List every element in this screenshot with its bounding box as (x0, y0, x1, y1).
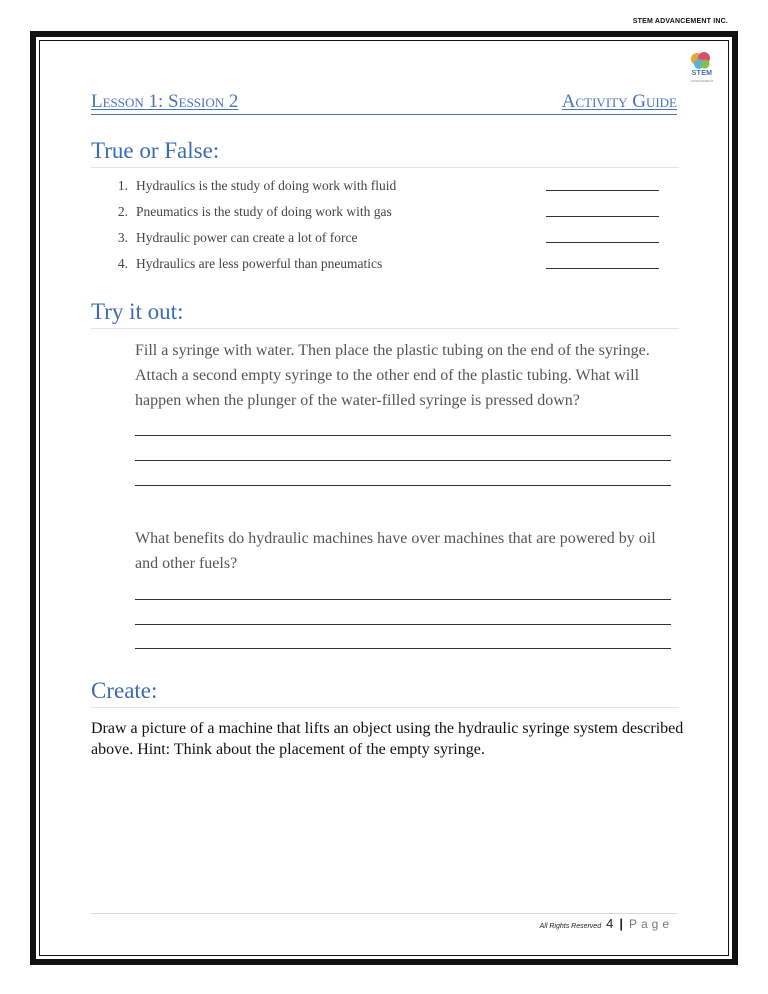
answer-line (135, 485, 671, 486)
answer-line (135, 460, 671, 461)
answer-line (135, 599, 671, 600)
list-item (110, 228, 660, 254)
create-instructions: Draw a picture of a machine that lifts an object using the hydraulic syringe system described above. Hint: Think about the placement of the empty syringe. (91, 720, 684, 758)
answer-line (135, 435, 671, 436)
footer-separator: | (619, 916, 623, 931)
question-1-text: Fill a syringe with water. Then place the plastic tubing on the end of the syringe. Attach a second empty syringe to the other end of the plastic tubing. What will happen when the plunger of the water-filled syringe is pressed down? (135, 342, 650, 409)
footer-divider (91, 913, 677, 914)
activity-guide-title: Activity Guide (561, 91, 677, 112)
stem-logo (686, 52, 732, 88)
logo-subtext: ADVANCEMENT (690, 79, 714, 83)
item-number: 2. (117, 204, 128, 219)
page-number: 4 (606, 916, 614, 931)
true-false-heading: True or False: (91, 137, 679, 168)
answer-line (135, 648, 671, 649)
brain-icon (690, 52, 712, 70)
create-heading: Create: (91, 677, 679, 708)
question-2-text: What benefits do hydraulic machines have over machines that are powered by oil and other fuels? (135, 530, 656, 572)
answer-line (135, 624, 671, 625)
answer-blank (546, 242, 659, 243)
rights-reserved: All Rights Reserved (539, 923, 602, 930)
lesson-header (91, 90, 677, 115)
company-name: STEM ADVANCEMENT INC. (632, 18, 728, 25)
item-text: Hydraulic power can create a lot of force (136, 230, 358, 245)
item-text: Pneumatics is the study of doing work with gas (136, 204, 392, 219)
item-number: 3. (117, 230, 128, 245)
page-border (30, 31, 738, 965)
lesson-title: Lesson 1: Session 2 (91, 91, 239, 112)
item-number: 1. (117, 178, 128, 193)
list-item (110, 254, 660, 280)
answer-blank (546, 190, 659, 191)
try-it-out-heading: Try it out: (91, 298, 679, 329)
page-footer (540, 916, 673, 931)
answer-blank (546, 216, 659, 217)
logo-text: STEM (691, 70, 713, 77)
page-label: Page (628, 917, 673, 931)
list-item (110, 202, 660, 228)
item-text: Hydraulics is the study of doing work with fluid (136, 178, 397, 193)
true-false-list (110, 176, 660, 280)
item-number: 4. (117, 256, 128, 271)
item-text: Hydraulics are less powerful than pneumatics (136, 256, 383, 271)
answer-blank (546, 268, 659, 269)
list-item (110, 176, 660, 202)
